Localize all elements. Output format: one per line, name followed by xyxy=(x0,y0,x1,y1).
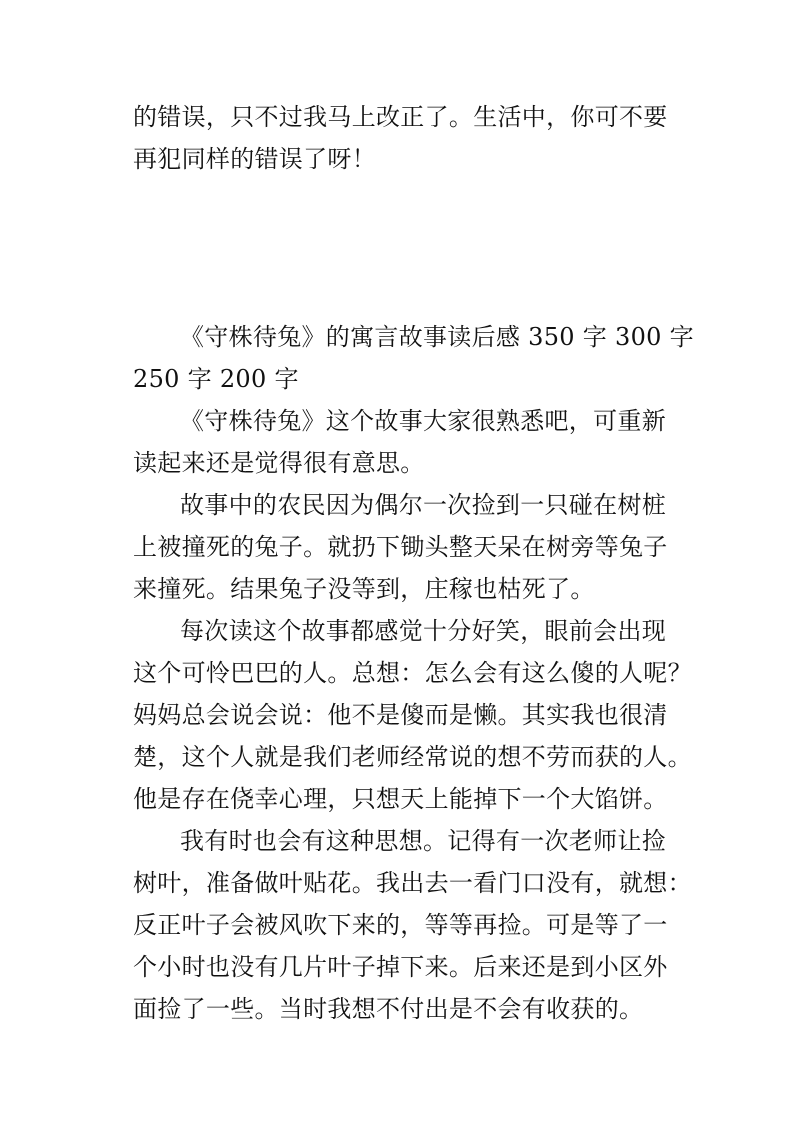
continuation-line-2: 再犯同样的错误了呀！ xyxy=(133,145,376,173)
paragraph-1-line-1: 《守株待兔》这个故事大家很熟悉吧，可重新 xyxy=(180,407,666,435)
paragraph-4-line-2: 树叶，准备做叶贴花。我出去一看门口没有，就想： xyxy=(133,869,692,897)
paragraph-2-line-1: 故事中的农民因为偶尔一次捡到一只碰在树桩 xyxy=(180,491,666,519)
paragraph-4-line-1: 我有时也会有这种思想。记得有一次老师让捡 xyxy=(180,827,666,855)
paragraph-2-line-3: 来撞死。结果兔子没等到，庄稼也枯死了。 xyxy=(133,575,595,603)
paragraph-3-line-4: 楚，这个人就是我们老师经常说的想不劳而获的人。 xyxy=(133,743,692,771)
article-title-line-2: 250 字 200 字 xyxy=(133,365,299,393)
paragraph-1-line-2: 读起来还是觉得很有意思。 xyxy=(133,449,425,477)
continuation-line-1: 的错误，只不过我马上改正了。生活中，你可不要 xyxy=(133,103,668,131)
paragraph-2-line-2: 上被撞死的兔子。就扔下锄头整天呆在树旁等兔子 xyxy=(133,533,668,561)
paragraph-4-line-5: 面捡了一些。当时我想不付出是不会有收获的。 xyxy=(133,995,644,1023)
paragraph-3-line-3: 妈妈总会说会说：他不是傻而是懒。其实我也很清 xyxy=(133,701,668,729)
paragraph-3-line-2: 这个可怜巴巴的人。总想：怎么会有这么傻的人呢？ xyxy=(133,659,692,687)
paragraph-4-line-4: 个小时也没有几片叶子掉下来。后来还是到小区外 xyxy=(133,953,668,981)
paragraph-3-line-5: 他是存在侥幸心理，只想天上能掉下一个大馅饼。 xyxy=(133,785,668,813)
paragraph-4-line-3: 反正叶子会被风吹下来的，等等再捡。可是等了一 xyxy=(133,911,668,939)
article-title-line-1: 《守株待兔》的寓言故事读后感 350 字 300 字 xyxy=(180,323,694,351)
paragraph-3-line-1: 每次读这个故事都感觉十分好笑，眼前会出现 xyxy=(180,617,666,645)
